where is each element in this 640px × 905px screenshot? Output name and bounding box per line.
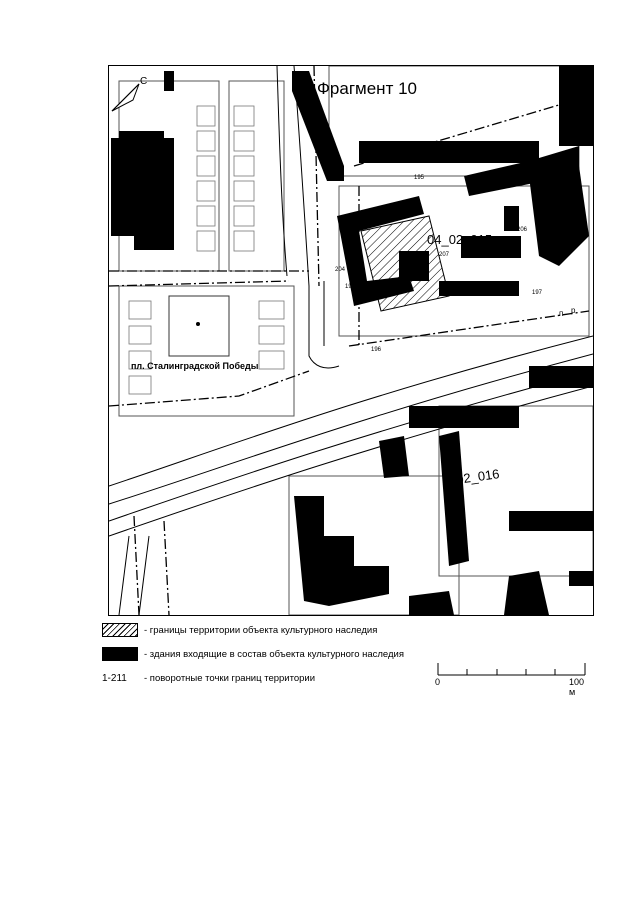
legend-item-boundary bbox=[102, 622, 377, 638]
point-label: 195 bbox=[414, 175, 425, 181]
legend-text: - границы территории объекта культурного наследия bbox=[144, 624, 378, 636]
point-label: 196 bbox=[371, 347, 382, 353]
fragment-title: Фрагмент 10 bbox=[317, 79, 417, 98]
point-label: 207 bbox=[439, 252, 450, 258]
square-label: пл. Сталинградской Победы bbox=[131, 361, 259, 371]
cultural-building bbox=[111, 131, 174, 250]
legend-text: - поворотные точки границ территории bbox=[144, 672, 316, 684]
point-label: 204 bbox=[335, 267, 346, 273]
north-arrow bbox=[112, 84, 139, 111]
quarter-label-016: 02_016 bbox=[455, 466, 501, 487]
point-label: 206 bbox=[517, 227, 528, 233]
scale-end-label: 100 м bbox=[569, 677, 585, 697]
map-canvas bbox=[109, 66, 593, 615]
legend-item-buildings bbox=[102, 646, 404, 662]
scale-bar-graphic bbox=[437, 655, 587, 677]
cultural-buildings-south bbox=[294, 366, 593, 615]
street-letter: р bbox=[571, 306, 576, 315]
cultural-building bbox=[164, 71, 174, 91]
legend-code: 1-211 bbox=[102, 672, 127, 684]
map-fragment bbox=[108, 65, 594, 616]
scale-bar bbox=[437, 655, 587, 695]
square-monument bbox=[169, 296, 229, 356]
point-label: 197 bbox=[532, 290, 543, 296]
street-letter: п bbox=[559, 309, 564, 318]
legend-text: - здания входящие в состав объекта культурного наследия bbox=[144, 648, 405, 660]
north-label: С bbox=[140, 76, 148, 87]
legend-item-points bbox=[102, 670, 315, 686]
quarter-label-015: 04_02_015 bbox=[427, 232, 493, 247]
point-label: 198 bbox=[345, 284, 356, 290]
scale-start-label: 0 bbox=[435, 677, 441, 687]
hatch-swatch bbox=[102, 623, 138, 637]
solid-swatch bbox=[102, 647, 138, 661]
